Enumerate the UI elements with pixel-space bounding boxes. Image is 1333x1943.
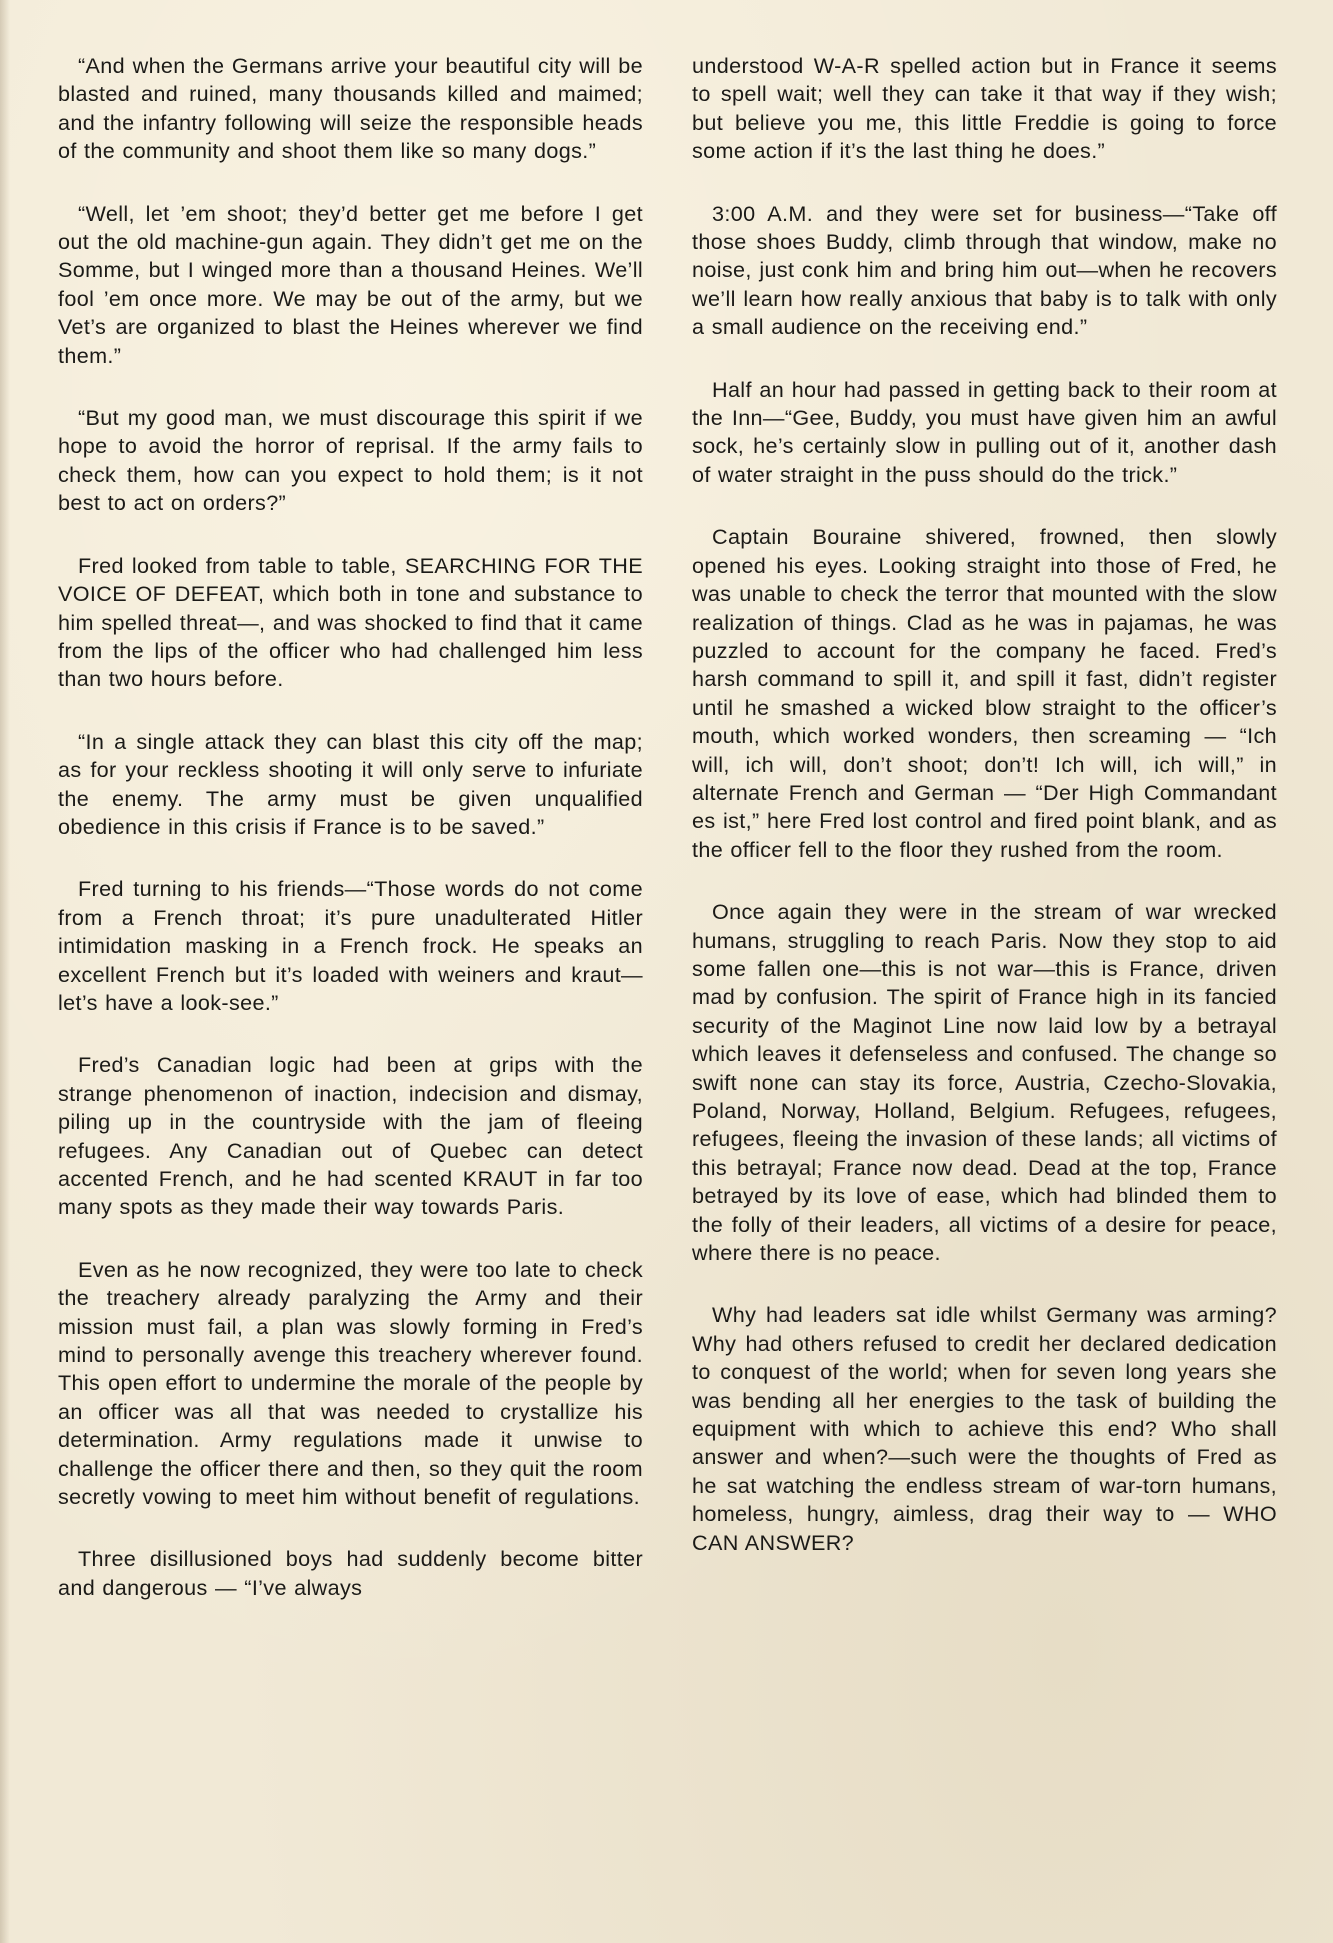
paragraph: Three disillusioned boys had suddenly become bitter and dangerous — “I’ve always: [58, 1546, 643, 1600]
paragraph: “In a single attack they can blast this city off the map; as for your reckless shooting it will only serve to infuriate the enemy. The army must be given unqualified obedience in this crisis if France is to be saved.”: [58, 728, 643, 839]
paragraph: “But my good man, we must discourage this spirit if we hope to avoid the horror of reprisal. If the army fails to check them, how can you expect to hold them; is it not best to act on orders?”: [58, 405, 643, 516]
paragraph: Even as he now recognized, they were too late to check the treachery already paralyzing the Army and their mission must fail, a plan was slowly forming in Fred’s mind to personally avenge this treachery wherever found. This open effort to undermine the morale of the people by an officer was all that was needed to crystallize his determination. Army regulations made it unwise to challenge the officer there and then, so they quit the room secretly vowing to meet him without benefit of regulations.: [58, 1256, 643, 1510]
right-column: [692, 52, 1277, 1591]
paragraph: “Well, let ’em shoot; they’d better get me before I get out the old machine-gun again. They didn’t get me on the Somme, but I winged more than a thousand Heines. We’ll fool ’em once more. We may be out of the army, but we Vet’s are organized to blast the Heines wherever we find them.”: [58, 200, 643, 368]
left-column: [58, 52, 643, 1636]
paragraph: Fred turning to his friends—“Those words do not come from a French throat; it’s pure unadulterated Hitler intimidation masking in a French frock. He speaks an excellent French but it’s loaded with weiners and kraut—let’s have a look-see.”: [58, 876, 643, 1015]
paragraph: Fred looked from table to table, SEARCHING FOR THE VOICE OF DEFEAT, which both in tone and substance to him spelled threat—, and was shocked to find that it came from the lips of the officer who had challenged him less than two hours before.: [58, 552, 643, 692]
page-edge-shadow: [0, 0, 10, 1943]
paragraph: “And when the Germans arrive your beautiful city will be blasted and ruined, many thousands killed and maimed; and the infantry following will seize the responsible heads of the community and shoot them like so many dogs.”: [58, 53, 643, 164]
paragraph: Why had leaders sat idle whilst Germany was arming? Why had others refused to credit her declared dedication to conquest of the world; when for seven long years she was bending all her energies to the task of building the equipment with which to achieve this end? Who shall answer and when?—such were the thoughts of Fred as he sat watching the endless stream of war-torn humans, homeless, hungry, aimless, drag their way to — WHO CAN ANSWER?: [692, 1302, 1277, 1555]
paragraph: Once again they were in the stream of war wrecked humans, struggling to reach Paris. Now they stop to aid some fallen one—this is not war—this is France, driven mad by confusion. The spirit of France high in its fancied security of the Maginot Line now laid low by a betrayal which leaves it defenseless and confused. The change so swift none can stay its force, Austria, Czecho-Slovakia, Poland, Norway, Holland, Belgium. Refugees, refugees, refugees, fleeing the invasion of these lands; all victims of this betrayal; France now dead. Dead at the top, France betrayed by its love of ease, which had blinded them to the folly of their leaders, all victims of a desire for peace, where there is no peace.: [692, 899, 1277, 1266]
paragraph: understood W-A-R spelled action but in France it seems to spell wait; well they can take it that way if they wish; but believe you me, this little Freddie is going to force some action if it’s the last thing he does.”: [692, 53, 1277, 164]
paragraph: 3:00 A.M. and they were set for business—“Take off those shoes Buddy, climb through that window, make no noise, just conk him and bring him out—when he recovers we’ll learn how really anxious that baby is to talk with only a small audience on the receiving end.”: [692, 200, 1277, 340]
paragraph: Captain Bouraine shivered, frowned, then slowly opened his eyes. Looking straight into those of Fred, he was unable to check the terror that mounted with the slow realization of things. Clad as he was in pajamas, he was puzzled to account for the company he faced. Fred’s harsh command to spill it, and spill it fast, didn’t register until he smashed a wicked blow straight to the officer’s mouth, which worked wonders, then screaming — “Ich will, ich will, don’t shoot; don’t! Ich will, ich will,” in alternate French and German — “Der High Commandant es ist,” here Fred lost control and fired point blank, and as the officer fell to the floor they rushed from the room.: [692, 524, 1277, 862]
paragraph: Half an hour had passed in getting back to their room at the Inn—“Gee, Buddy, you must have given him an awful sock, he’s certainly slow in pulling out of it, another dash of water straight in the puss should do the trick.”: [692, 376, 1277, 487]
paragraph: Fred’s Canadian logic had been at grips with the strange phenomenon of inaction, indecision and dismay, piling up in the countryside with the jam of fleeing refugees. Any Canadian out of Quebec can detect accented French, and he had scented KRAUT in far too many spots as they made their way towards Paris.: [58, 1052, 643, 1220]
